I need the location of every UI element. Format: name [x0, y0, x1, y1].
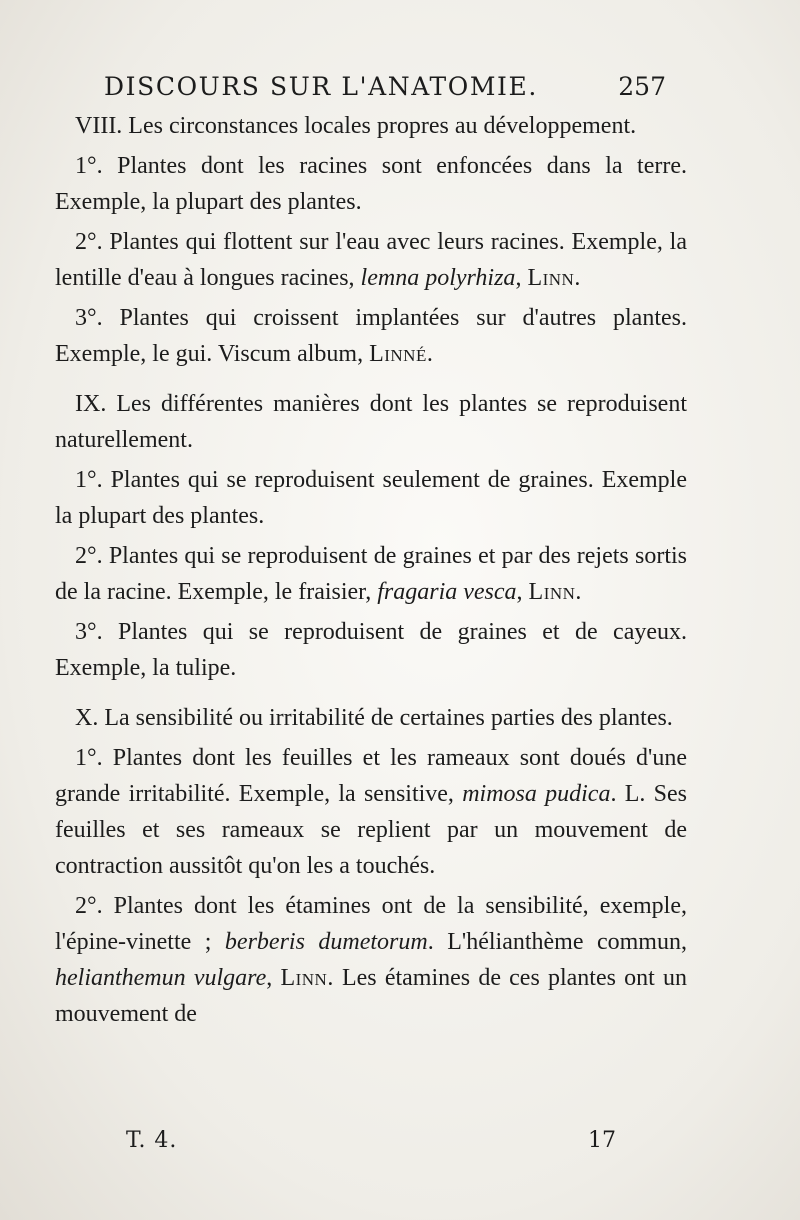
- paragraph-ix-2: 2°. Plantes qui se reproduisent de graines et par des rejets sortis de la racine. Exemple, le fraisier, fragaria vesca, Linn.: [55, 543, 687, 605]
- author-abbrev: Linn.: [527, 265, 581, 291]
- paragraph-x-1: 1°. Plantes dont les feuilles et les rameaux sont doués d'une grande irritabilité. Exemple, la sensitive, mimosa pudica. L. Ses feuilles et ses rameaux se replient par un mouvement de contraction aussitôt qu'on les a touchés.: [55, 745, 687, 879]
- latin-name: fragaria vesca: [377, 579, 517, 605]
- author-abbrev: Linn.: [528, 579, 582, 605]
- latin-name: mimosa pudica: [462, 781, 611, 807]
- author-abbrev: Linn.: [280, 965, 334, 991]
- paragraph-ix: IX. Les différentes manières dont les plantes se reproduisent naturellement.: [55, 391, 687, 453]
- author-abbrev: Linné.: [369, 341, 434, 367]
- paragraph-viii-2: 2°. Plantes qui flottent sur l'eau avec leurs racines. Exemple, la lentille d'eau à longues racines, lemna polyrhiza, Linn.: [55, 229, 687, 291]
- latin-name: berberis dumetorum: [224, 929, 428, 955]
- page-number: 257: [618, 72, 666, 101]
- paragraph-viii: VIII. Les circonstances locales propres au développement.: [75, 113, 637, 139]
- latin-name: helianthemun vulgare: [55, 965, 267, 991]
- paragraph-viii-3: 3°. Plantes qui croissent implantées sur d'autres plantes. Exemple, le gui. Viscum album, Linné.: [55, 305, 687, 367]
- paragraph-viii-1: 1°. Plantes dont les racines sont enfoncées dans la terre. Exemple, la plupart des plantes.: [55, 153, 687, 215]
- paragraph-x: X. La sensibilité ou irritabilité de certaines parties des plantes.: [75, 705, 673, 731]
- body-text: [55, 108, 687, 1036]
- paragraph-x-2: 2°. Plantes dont les étamines ont de la sensibilité, exemple, l'épine-vinette ; berberis dumetorum. L'hélianthème commun, helianthemun vulgare, Linn. Les étamines de ces plantes ont un mouvement de: [55, 893, 687, 1027]
- signature-mark: 17: [588, 1128, 616, 1153]
- running-head: DISCOURS SUR L'ANATOMIE.: [104, 72, 538, 101]
- latin-name: lemna polyrhiza: [360, 265, 516, 291]
- page-header: [100, 68, 672, 108]
- page-footer: [100, 1128, 640, 1168]
- paragraph-ix-3: 3°. Plantes qui se reproduisent de graines et de cayeux. Exemple, la tulipe.: [55, 619, 687, 681]
- paragraph-ix-1: 1°. Plantes qui se reproduisent seulement de graines. Exemple la plupart des plantes.: [55, 467, 687, 529]
- volume-mark: T. 4.: [126, 1128, 178, 1153]
